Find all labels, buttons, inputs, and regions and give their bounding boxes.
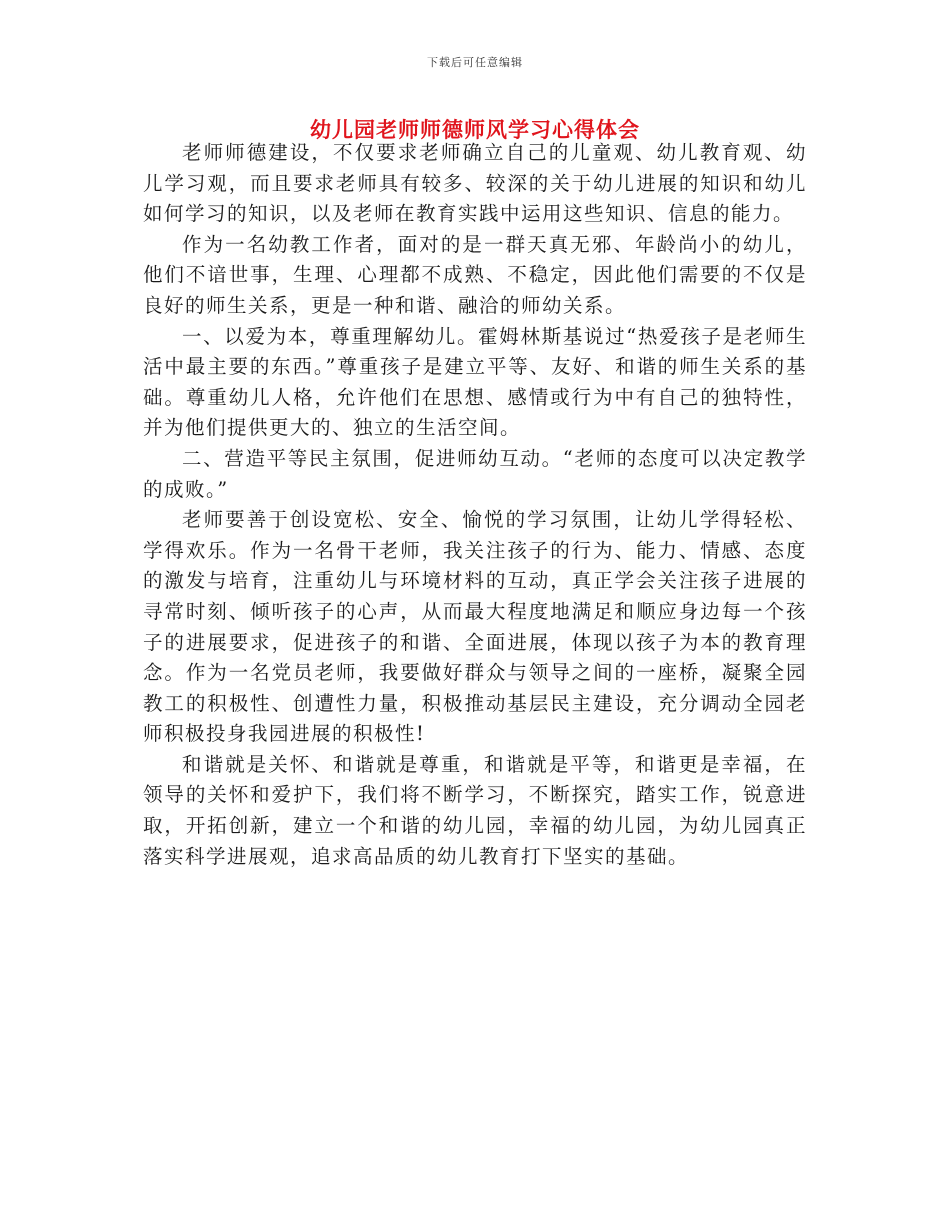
paragraph: 二、营造平等民主氛围，促进师幼互动。“老师的态度可以决定教学的成败。” [143, 446, 807, 501]
paragraph: 老师要善于创设宽松、安全、愉悦的学习氛围，让幼儿学得轻松、学得欢乐。作为一名骨干老师，我关注孩子的行为、能力、情感、态度的激发与培育，注重幼儿与环境材料的互动，真正学会关注孩子进展的寻常时刻、倾听孩子的心声，从而最大程度地满足和顺应身边每一个孩子的进展要求，促进孩子的和谐、全面进展，体现以孩子为本的教育理念。作为一名党员老师，我要做好群众与领导之间的一座桥，凝聚全园教工的积极性、创遭性力量，积极推动基层民主建设，充分调动全园老师积极投身我园进展的积极性! [143, 508, 807, 746]
document-body [143, 138, 807, 872]
paragraph: 作为一名幼教工作者，面对的是一群天真无邪、年龄尚小的幼儿，他们不谙世事，生理、心理都不成熟、不稳定，因此他们需要的不仅是良好的师生关系，更是一种和谐、融洽的师幼关系。 [143, 232, 807, 317]
paragraph: 老师师德建设，不仅要求老师确立自己的儿童观、幼儿教育观、幼儿学习观，而且要求老师具有较多、较深的关于幼儿进展的知识和幼儿如何学习的知识，以及老师在教育实践中运用这些知识、信息的能力。 [143, 141, 807, 226]
document-title: 幼儿园老师师德师风学习心得体会 [310, 118, 640, 142]
paragraph: 一、以爱为本，尊重理解幼儿。霍姆林斯基说过“热爱孩子是老师生活中最主要的东西。”尊重孩子是建立平等、友好、和谐的师生关系的基础。尊重幼儿人格，允许他们在思想、感情或行为中有自己的独特性，并为他们提供更大的、独立的生活空间。 [143, 324, 807, 440]
paragraph: 和谐就是关怀、和谐就是尊重，和谐就是平等，和谐更是幸福，在领导的关怀和爱护下，我们将不断学习，不断探究，踏实工作，锐意进取，开拓创新，建立一个和谐的幼儿园，幸福的幼儿园，为幼儿园真正落实科学进展观，追求高品质的幼儿教育打下坚实的基础。 [143, 752, 807, 868]
page-header-note: 下载后可任意编辑 [427, 56, 523, 69]
